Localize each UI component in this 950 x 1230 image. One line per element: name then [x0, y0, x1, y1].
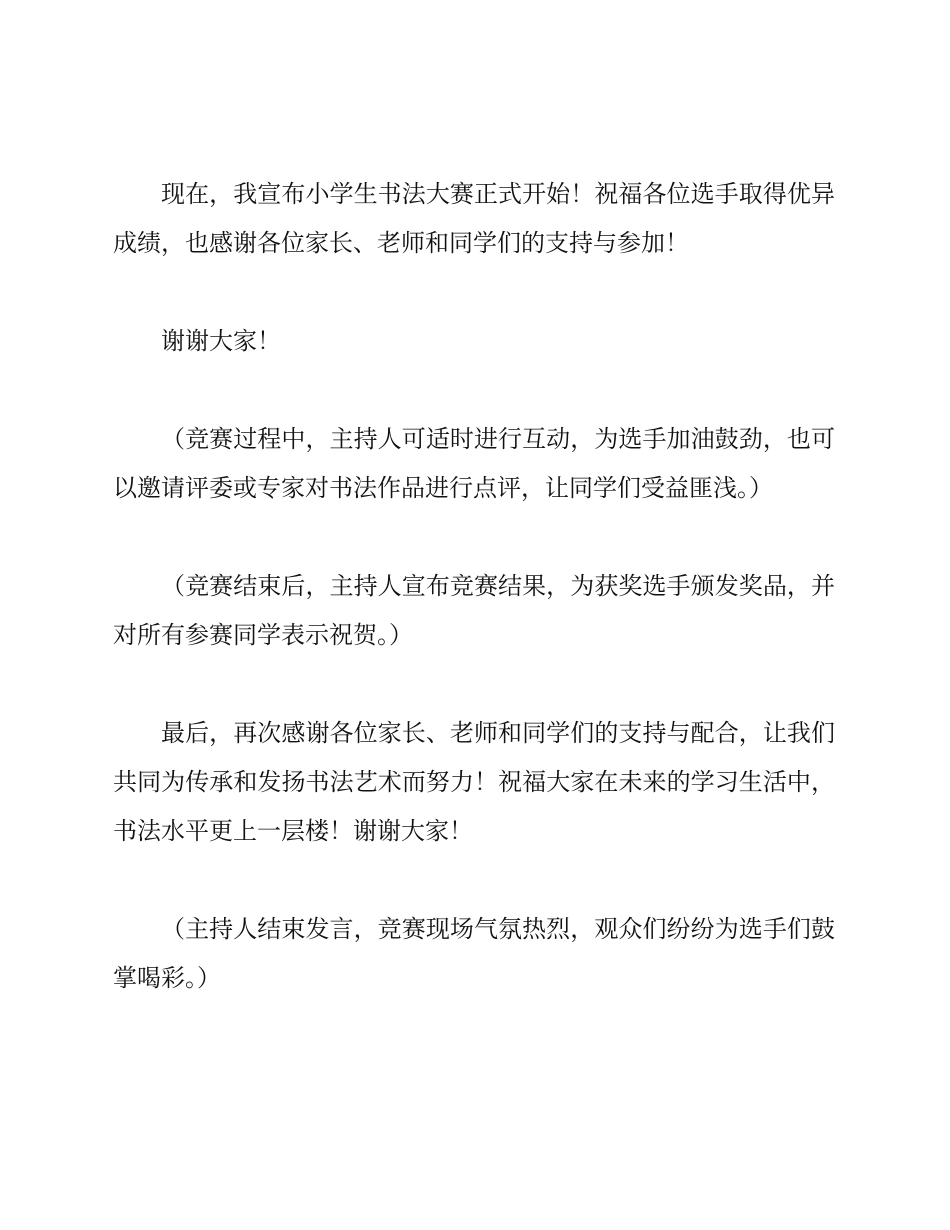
- paragraph-competition-end: （竞赛结束后，主持人宣布竞赛结果，为获奖选手颁发奖品，并对所有参赛同学表示祝贺。）: [113, 572, 835, 649]
- paragraph-closing-remarks: 最后，再次感谢各位家长、老师和同学们的支持与配合，让我们共同为传承和发扬书法艺术而努力！祝福大家在未来的学习生活中，书法水平更上一层楼！谢谢大家！: [113, 719, 835, 845]
- paragraph-thanks: 谢谢大家！: [161, 327, 281, 355]
- paragraph-opening-announcement: 现在，我宣布小学生书法大赛正式开始！祝福各位选手取得优异成绩，也感谢各位家长、老师和同学们的支持与参加！: [113, 180, 835, 257]
- document-page: [113, 170, 835, 1052]
- paragraph-final-scene: （主持人结束发言，竞赛现场气氛热烈，观众们纷纷为选手们鼓掌喝彩。）: [113, 915, 835, 992]
- paragraph-competition-process: （竞赛过程中，主持人可适时进行互动，为选手加油鼓劲，也可以邀请评委或专家对书法作品进行点评，让同学们受益匪浅。）: [113, 425, 835, 502]
